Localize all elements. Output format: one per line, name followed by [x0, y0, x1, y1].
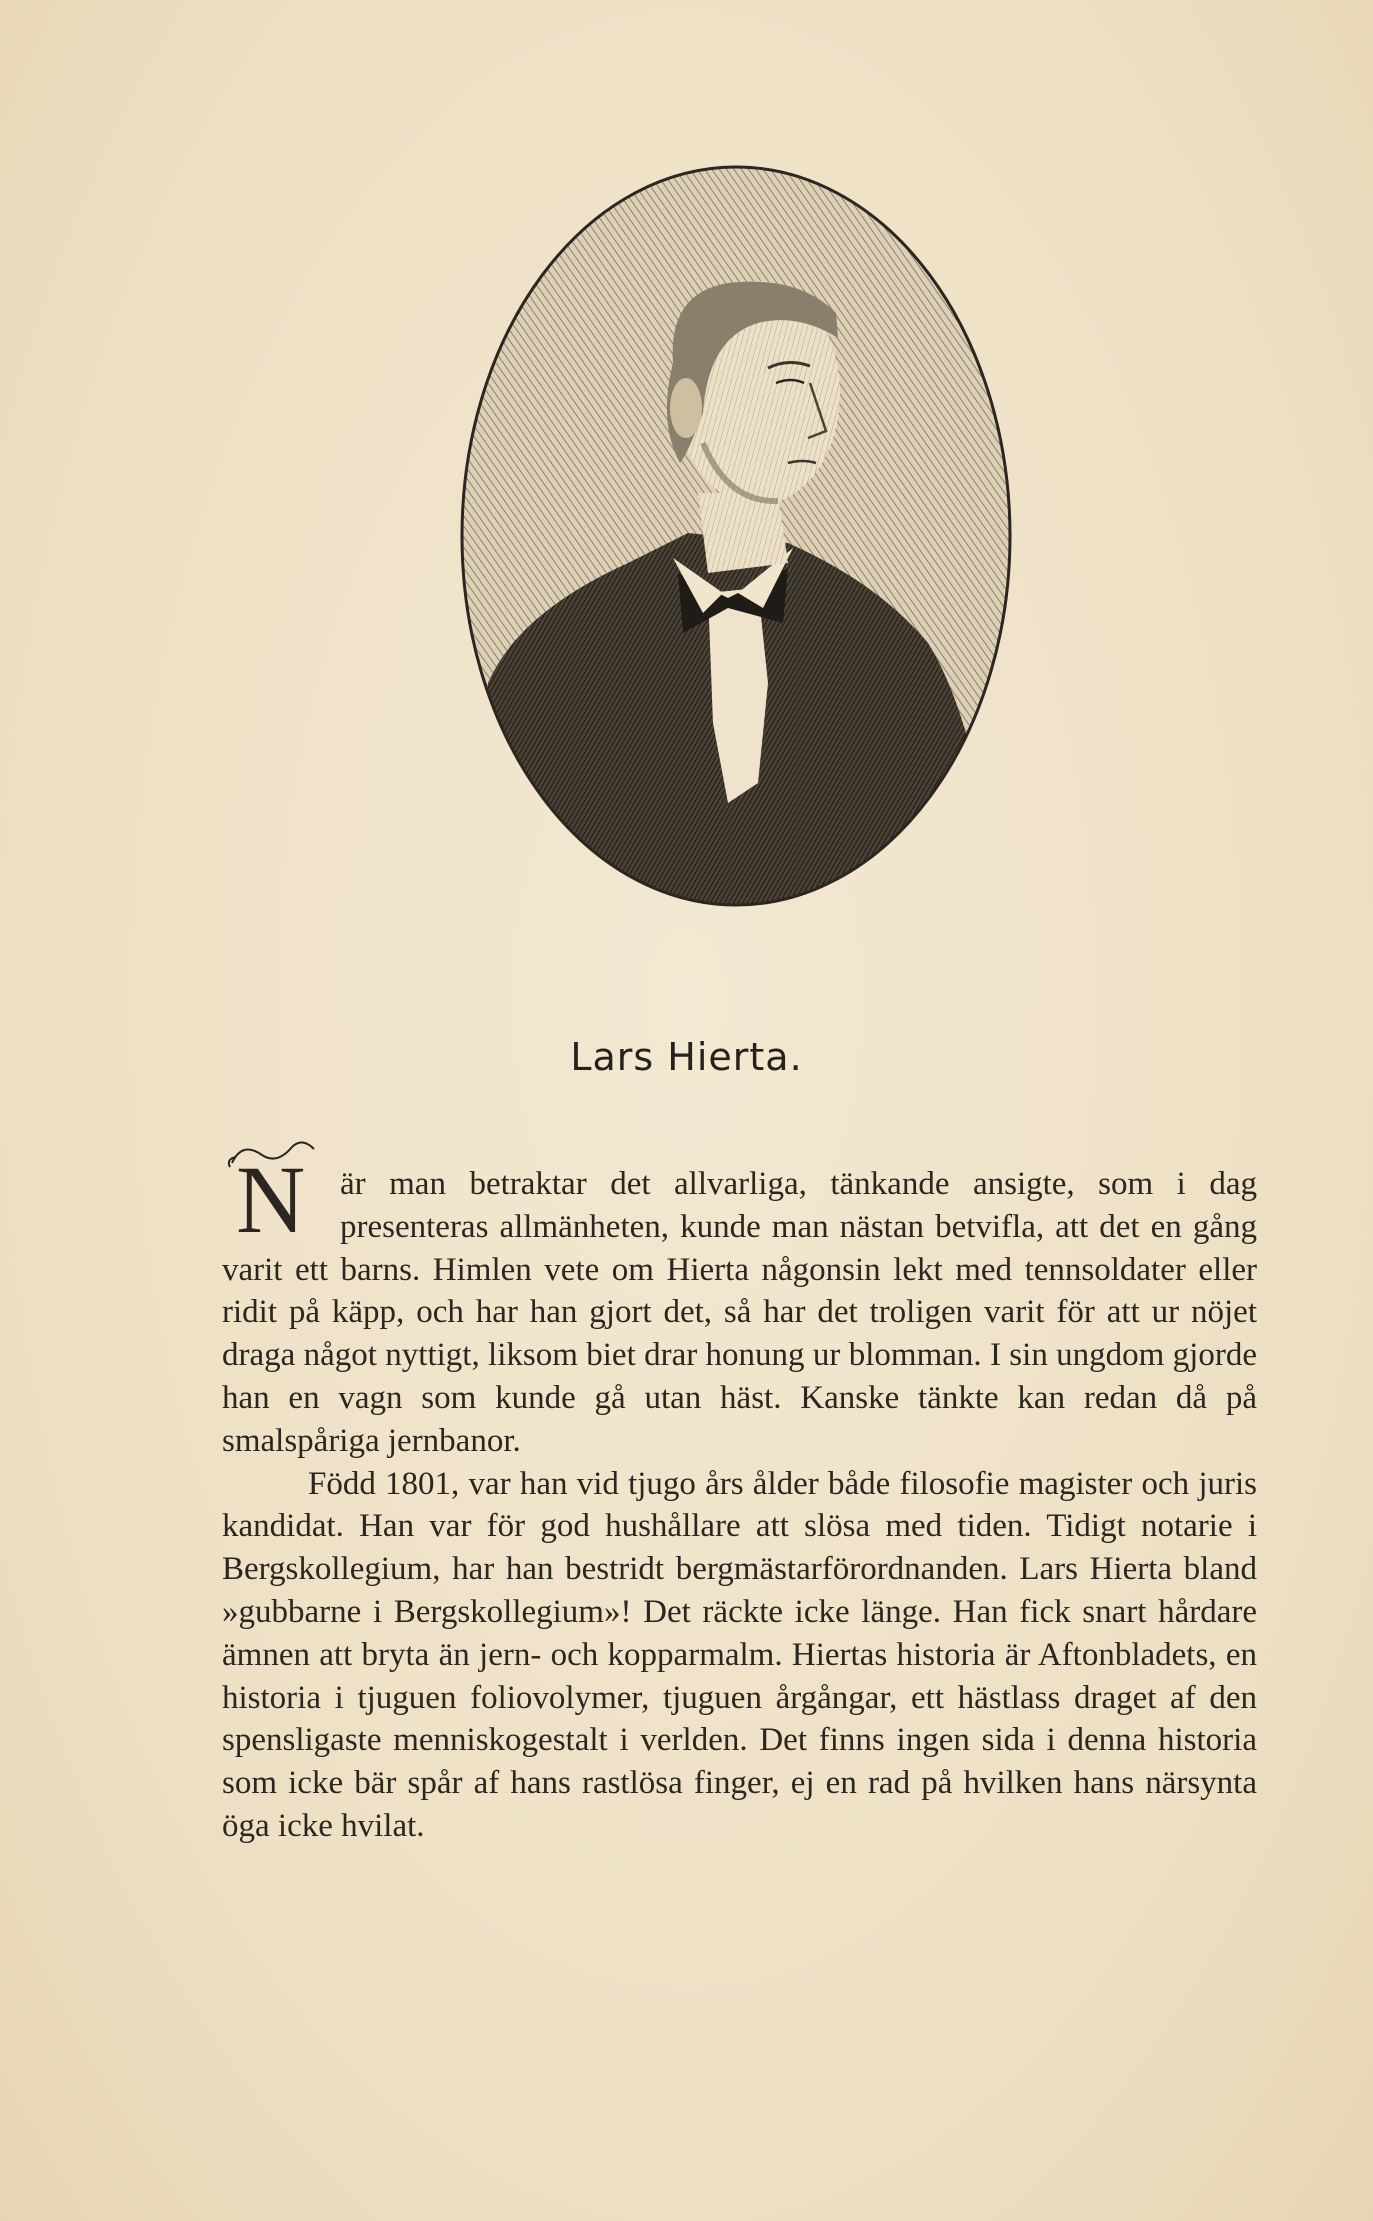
- paragraph-1: [222, 1146, 1257, 1463]
- drop-cap: [222, 1146, 322, 1253]
- drop-cap-letter: N: [236, 1146, 306, 1253]
- paragraph-2: [222, 1463, 1257, 1848]
- paragraph-2-text: Född 1801, var han vid tjugo års ålder både filosofie magister och juris kandidat. Han var för god hushållare att slösa med tiden. Tidigt notarie i Bergskollegium, har han bestridt bergmästarförordnanden. Lars Hierta bland »gubbarne i Bergskollegium»! Det räckte icke länge. Han fick snart hårdare ämnen att bryta än jern- och kopparmalm. Hiertas historia är Aftonbladets, en historia i tjuguen foliovolymer, tjuguen årgångar, ett hästlass draget af den spensligaste menniskogestalt i verlden. Det finns ingen sida i denna historia som icke bär spår af hans rastlösa finger, ej en rad på hvilken hans närsynta öga icke hvilat.: [222, 1465, 1257, 1844]
- paragraph-1-text: är man betraktar det allvarliga, tänkande ansigte, som i dag presenteras allmänheten, kunde man nästan betvifla, att det en gång varit ett barns. Himlen vete om Hierta någonsin lekt med tennsoldater eller ridit på käpp, och har han gjort det, så har det troligen varit för att ur nöjet draga något nyttigt, liksom biet drar honung ur blomman. I sin ungdom gjorde han en vagn som kunde gå utan häst. Kanske tänkte kan redan då på smalspåriga jernbanor.: [222, 1166, 1257, 1459]
- portrait-engraving: [458, 163, 1015, 910]
- page-title: Lars Hierta.: [570, 1035, 803, 1079]
- body-text: [222, 1146, 1257, 1848]
